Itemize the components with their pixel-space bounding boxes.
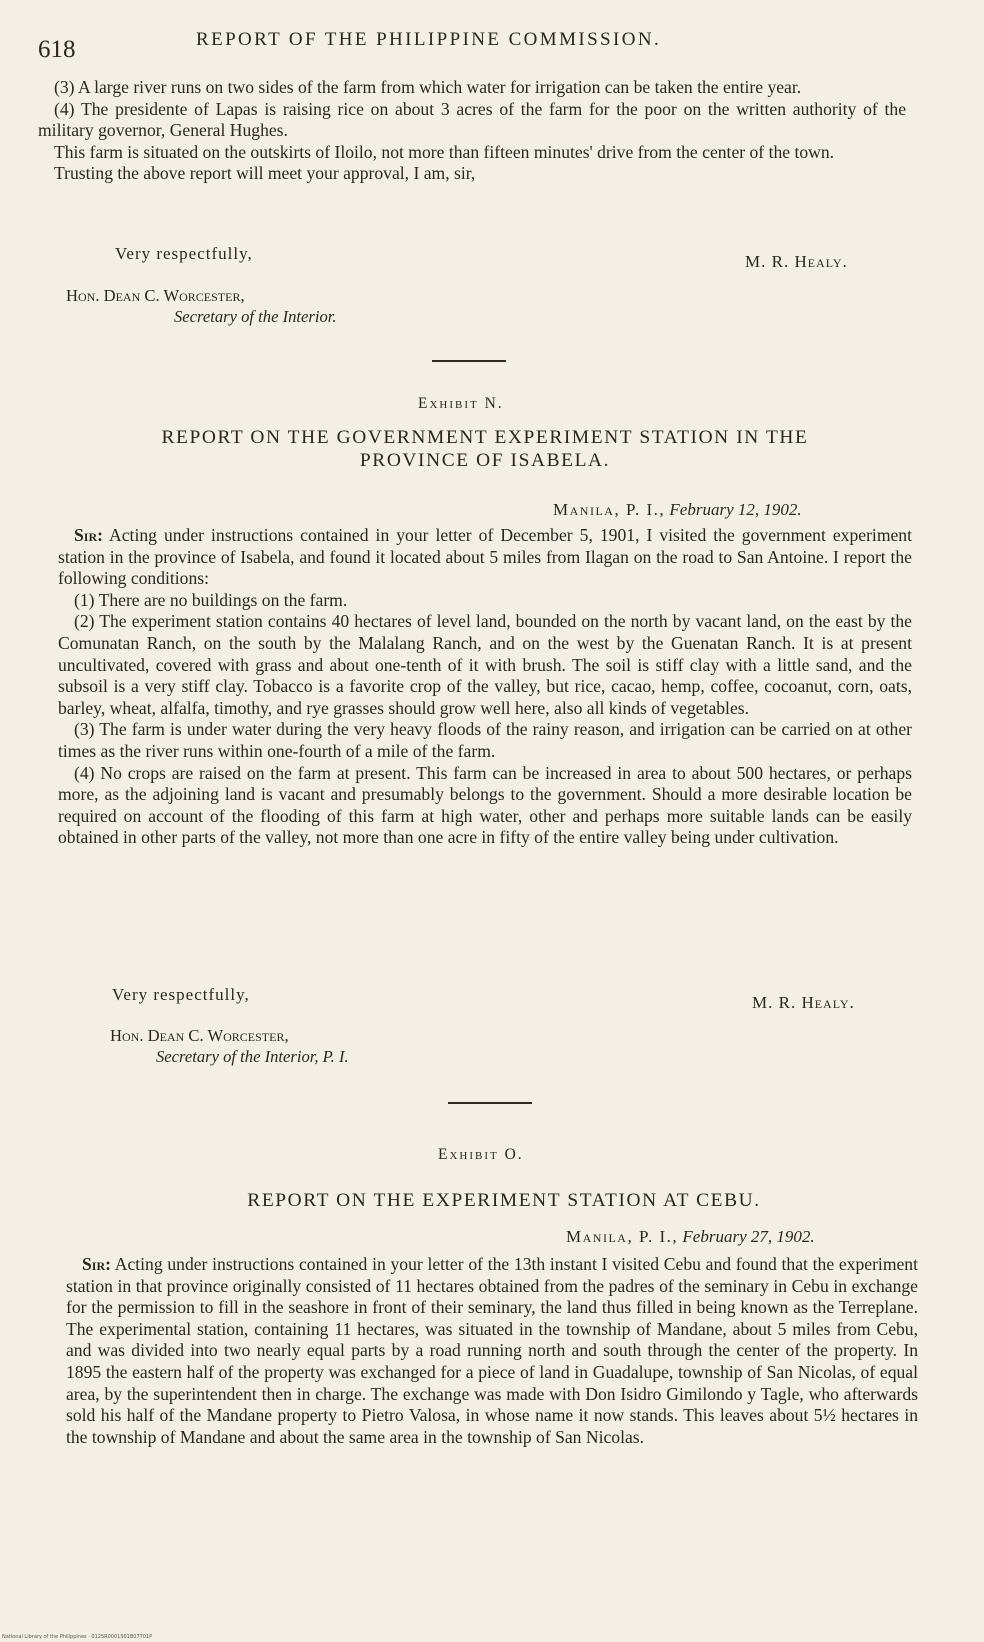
- addressee: Hon. Dean C. Worcester,: [66, 286, 245, 305]
- section-divider: [448, 1102, 532, 1104]
- addressee-title: Secretary of the Interior, P. I.: [156, 1047, 349, 1066]
- exhibit-n-body: [58, 525, 912, 849]
- running-title: REPORT OF THE PHILIPPINE COMMISSION.: [196, 29, 662, 50]
- closing: Very respectfully,: [112, 985, 250, 1004]
- paragraph: Sir: Acting under instructions contained in your letter of the 13th instant I visited Cebu and found that the experiment station in that province originally consisted of 11 hectares obtained from the padres of the seminary in Cebu in exchange for the permission to fill in the seashore in front of their seminary, the land thus filled in being known as the Terreplane. The experimental station, containing 11 hectares, was situated in the township of Mandane, about 5 miles from Cebu, and was divided into two nearly equal parts by a road running north and south through the center of the property. In 1895 the eastern half of the property was exchanged for a piece of land in Guadalupe, township of San Nicolas, of equal area, by the superintendent then in charge. The exchange was made with Don Isidro Gimilondo y Tagle, who afterwards sold his half of the Mandane property to Pietro Valosa, in whose name it now stands. This leaves about 5½ hectares in the township of Mandane and about the same area in the township of San Nicolas.: [66, 1254, 918, 1447]
- addressee-title: Secretary of the Interior.: [174, 307, 337, 326]
- dateline: Manila, P. I., February 27, 1902.: [566, 1227, 815, 1246]
- addressee: Hon. Dean C. Worcester,: [110, 1026, 289, 1045]
- signature: M. R. Healy.: [752, 993, 855, 1012]
- exhibit-label: Exhibit O.: [438, 1146, 524, 1163]
- report-heading: REPORT ON THE GOVERNMENT EXPERIMENT STATION IN THE PROVINCE OF ISABELA.: [161, 427, 809, 471]
- addressee-block: [66, 285, 337, 327]
- paragraph: (3) The farm is under water during the very heavy floods of the rainy reason, and irrigation can be carried on at other times as the river runs within one-fourth of a mile of the farm.: [58, 719, 912, 761]
- report-heading: REPORT ON THE EXPERIMENT STATION AT CEBU.: [247, 1190, 761, 1211]
- dateline: Manila, P. I., February 12, 1902.: [553, 500, 802, 519]
- scan-footer: National Library of the Philippines · 0125R0001S01B07T01P: [2, 1634, 153, 1640]
- section-divider: [432, 360, 506, 362]
- closing: Very respectfully,: [115, 244, 253, 263]
- paragraph: (3) A large river runs on two sides of the farm from which water for irrigation can be taken the entire year.: [54, 77, 802, 97]
- paragraph: (4) The presidente of Lapas is raising rice on about 3 acres of the farm for the poor on the written authority of the military governor, General Hughes.: [38, 98, 906, 141]
- addressee-block: [110, 1025, 349, 1067]
- paragraph: Sir: Acting under instructions contained in your letter of December 5, 1901, I visited the government experiment station in the province of Isabela, and found it located about 5 miles from Ilagan on the road to San Antoine. I report the following conditions:: [58, 525, 912, 589]
- exhibit-label: Exhibit N.: [418, 395, 504, 412]
- signature: M. R. Healy.: [745, 252, 848, 271]
- paragraph: (4) No crops are raised on the farm at present. This farm can be increased in area to about 500 hectares, or perhaps more, as the adjoining land is vacant and presumably belongs to the government. Should a more desirable location be required on account of the flooding of this farm at high water, other and perhaps more suitable lands can be easily obtained in other parts of the valley, not more than one acre in fifty of the entire valley being under cultivation.: [58, 762, 912, 848]
- paragraph: (2) The experiment station contains 40 hectares of level land, bounded on the north by vacant land, on the east by the Comunatan Ranch, on the south by the Malalang Ranch, and on the west by the Guenatan Ranch. It is at present uncultivated, covered with grass and about one-tenth of it with brush. The soil is stiff clay with a little sand, and the subsoil is a very stiff clay. Tobacco is a favorite crop of the valley, but rice, cacao, hemp, coffee, cocoanut, corn, oats, barley, wheat, alfalfa, timothy, and rye grasses should grow well here, also all kinds of vegetables.: [58, 611, 912, 718]
- paragraph: This farm is situated on the outskirts of Iloilo, not more than fifteen minutes' drive from the center of the town.: [54, 141, 835, 162]
- paragraph: Trusting the above report will meet your approval, I am, sir,: [54, 163, 476, 184]
- page-number: 618: [38, 36, 76, 63]
- exhibit-o-body: [66, 1254, 918, 1448]
- continued-report-body: [38, 77, 906, 185]
- paragraph: (1) There are no buildings on the farm.: [74, 589, 348, 610]
